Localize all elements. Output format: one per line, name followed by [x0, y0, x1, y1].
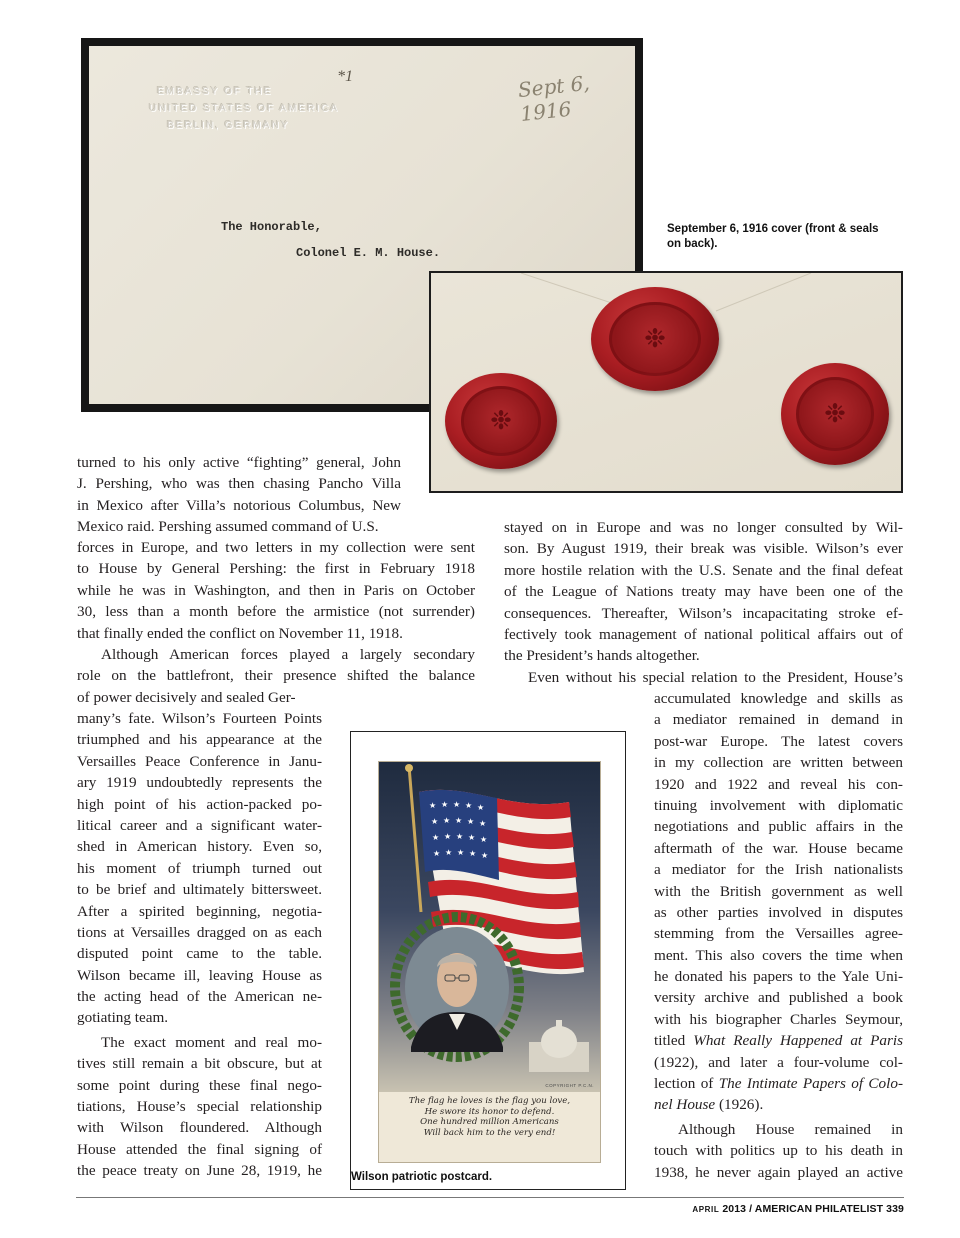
text-line: the acting head of the American ne- — [77, 988, 322, 1006]
text-line: while he was in Washington, and then in Paris on October — [77, 581, 475, 599]
text-line: consequences. Thereafter, Wilson’s incapacitating stroke ef- — [504, 604, 903, 622]
text-line: tions at Versailles dragged on as each — [77, 923, 322, 941]
text-line: to be brief and ultimately bittersweet. — [77, 881, 322, 899]
text-line: triumphed and his appearance at the — [77, 731, 322, 749]
book-title-intimate-papers-cont: nel House — [654, 1096, 716, 1114]
eagle-emblem-icon: ❉ — [490, 406, 512, 435]
text-line: of power decisively and sealed Ger- — [77, 688, 296, 706]
text-line: that finally ended the conflict on November 11, 1918. — [77, 624, 403, 642]
text-line: stayed on in Europe and was no longer consulted by Wil- — [504, 519, 903, 536]
text-line: (1922), and later a four-volume col- — [654, 1053, 903, 1071]
caption-envelope — [667, 222, 917, 252]
left-column-full-text — [77, 537, 475, 708]
wax-seal-left — [445, 373, 557, 469]
footer-rule — [76, 1197, 904, 1198]
text-line: more hostile relation with the U.S. Senate and the final defeat — [504, 561, 903, 579]
book-title-intimate-papers: The Intimate Papers of Colo- — [718, 1075, 904, 1093]
text-line: high point of his action-packed po- — [77, 795, 322, 813]
right-column-full-text — [504, 517, 903, 688]
text-line: J. Pershing, who was then chasing Pancho Villa — [77, 475, 401, 493]
text-line-mixed — [654, 1073, 903, 1094]
svg-text:★: ★ — [481, 851, 489, 860]
text-line: gotiating team. — [77, 1009, 169, 1027]
envelope-back-paper — [431, 273, 901, 491]
text-line: a mediator for the Irish nationalists — [654, 861, 903, 879]
text-line: in Mexico after Villa’s notorious Columbus, New — [77, 496, 401, 514]
text-line: ary 1919 undoubtedly represents the — [77, 774, 322, 792]
text-line: forces in Europe, and two letters in my collection were sent — [77, 539, 475, 556]
text-line: Wilson became ill, leaving House as — [77, 966, 322, 984]
postcard-art — [379, 762, 600, 1092]
footer-month: APRIL — [692, 1205, 720, 1214]
verse-line: He swore its honor to defend. — [424, 1106, 555, 1117]
svg-text:★: ★ — [457, 848, 465, 857]
text-span: titled — [654, 1032, 686, 1050]
text-line: touch with politics up to his death in — [654, 1142, 903, 1160]
text-line: many’s fate. Wilson’s Fourteen Points — [77, 710, 322, 727]
text-line: role on the battlefront, their presence shifted the balance — [77, 667, 475, 685]
svg-text:★: ★ — [480, 835, 488, 844]
text-line: 1920 and 1922 and reveal his con- — [654, 775, 903, 793]
postcard-image — [378, 761, 601, 1163]
postcard-verse — [379, 1096, 600, 1138]
embossed-line-1: EMBASSY OF THE — [157, 86, 273, 97]
embossed-line-2: UNITED STATES OF AMERICA — [149, 103, 339, 114]
svg-text:★: ★ — [445, 848, 453, 857]
verse-line: Will back him to the very end! — [423, 1127, 556, 1138]
svg-text:★: ★ — [456, 832, 464, 841]
text-line: his moment of triumph turned out — [77, 859, 322, 877]
left-column-narrow-text — [77, 708, 322, 1182]
text-line: accumulated knowledge and skills as — [654, 690, 903, 707]
svg-text:★: ★ — [469, 849, 477, 858]
svg-text:★: ★ — [444, 832, 452, 841]
right-column-narrow-text — [654, 688, 903, 1183]
eagle-emblem-icon: ❉ — [644, 324, 666, 353]
left-column-top-text — [77, 452, 401, 538]
wax-seal-center — [591, 287, 719, 391]
text-line: with his biographer Charles Seymour, — [654, 1010, 903, 1028]
text-line: tives still remain a bit obscure, but at — [77, 1055, 322, 1073]
svg-text:★: ★ — [429, 801, 437, 810]
text-line: as other parties involved in disputes — [654, 903, 903, 921]
text-line: shed in American history. Even so, — [77, 838, 322, 856]
eagle-emblem-icon: ❉ — [824, 399, 846, 428]
svg-text:★: ★ — [443, 816, 451, 825]
wax-seal-right — [781, 363, 889, 465]
text-line: negotiations and public affairs in the — [654, 818, 903, 836]
page-footer — [692, 1203, 904, 1215]
address-line-2: Colonel E. M. House. — [296, 246, 441, 260]
text-line: tiations, House’s special relationship — [77, 1098, 322, 1116]
text-line: some point during these final nego- — [77, 1076, 322, 1094]
text-line: Mexico raid. Pershing assumed command of U.S. — [77, 518, 379, 536]
svg-text:★: ★ — [441, 800, 449, 809]
text-line: 1938, he never again played an active — [654, 1163, 903, 1181]
text-line: The exact moment and real mo- — [101, 1033, 322, 1051]
text-line: in my collection are written between — [654, 754, 903, 772]
text-line: tinuing involvement with diplomatic — [654, 796, 903, 814]
svg-text:★: ★ — [431, 817, 439, 826]
text-line: with the British government as well — [654, 882, 903, 900]
text-line: fectively took management of national political affairs out of — [504, 625, 903, 643]
capitol-dome — [529, 1020, 589, 1072]
text-span: (1926). — [718, 1096, 764, 1114]
text-line: turned to his only active “fighting” general, John — [77, 454, 401, 471]
svg-text:★: ★ — [455, 816, 463, 825]
embossed-line-3: BERLIN, GERMANY — [167, 120, 290, 131]
footer-journal-page: 2013 / AMERICAN PHILATELIST 339 — [719, 1203, 904, 1215]
text-line: the peace treaty on June 28, 1919, he — [77, 1162, 322, 1180]
text-line: the President’s hands altogether. — [504, 647, 700, 665]
text-line-mixed — [654, 1030, 903, 1051]
book-title-what-really-happened: What Really Happened at Paris — [693, 1032, 904, 1050]
text-line: disputed point came to the table. — [77, 945, 322, 963]
text-line: post-war Europe. The latest covers — [654, 732, 903, 750]
svg-text:★: ★ — [433, 849, 441, 858]
text-line: ment. This also covers the time when — [654, 946, 903, 964]
text-line: stemming from the Versailles agree- — [654, 925, 903, 943]
svg-text:★: ★ — [432, 833, 440, 842]
text-line: to House by General Pershing: the first in February 1918 — [77, 560, 475, 578]
text-line: he donated his papers to the Yale Uni- — [654, 968, 903, 986]
caption-envelope-line-1: September 6, 1916 cover (front & seals — [667, 223, 879, 235]
verse-line: The flag he loves is the flag you love, — [408, 1096, 571, 1106]
text-line: versity archive and published a book — [654, 989, 903, 1007]
svg-text:★: ★ — [479, 819, 487, 828]
text-line: aftermath of the war. House became — [654, 839, 903, 857]
text-line: a mediator remained in demand in — [654, 711, 903, 729]
text-line: with Wilson floundered. Although — [77, 1119, 322, 1137]
text-line: Versailles Peace Conference in Janu- — [77, 752, 322, 770]
svg-text:★: ★ — [468, 833, 476, 842]
address-line-1: The Honorable, — [221, 220, 322, 234]
text-line-mixed — [654, 1094, 903, 1115]
text-line: Even without his special relation to the President, House’s — [528, 668, 903, 686]
text-span: lection of — [654, 1075, 714, 1093]
envelope-back-image — [429, 271, 903, 493]
svg-text:★: ★ — [467, 817, 475, 826]
text-line: 30, less than a month before the armistice (not surrender) — [77, 603, 475, 621]
text-line: of the League of Nations treaty may have been one of the — [504, 583, 903, 601]
text-line: After a spirited beginning, negotia- — [77, 902, 322, 920]
postcard-copyright: COPYRIGHT P.C.N. — [545, 1083, 594, 1088]
caption-postcard: Wilson patriotic postcard. — [351, 1171, 493, 1183]
svg-text:★: ★ — [477, 803, 485, 812]
text-line: litical career and a significant water- — [77, 816, 322, 834]
text-line: House attended the final signing of — [77, 1140, 322, 1158]
text-line: Although House remained in — [678, 1120, 903, 1138]
text-line: son. By August 1919, their break was visible. Wilson’s ever — [504, 540, 903, 558]
pencil-date: Sept 6, 1916 — [516, 70, 591, 126]
verse-line: One hundred million Americans — [420, 1117, 559, 1127]
svg-text:★: ★ — [465, 801, 473, 810]
text-line: Although American forces played a largely secondary — [101, 645, 475, 663]
caption-envelope-line-2: on back). — [667, 238, 718, 250]
svg-text:★: ★ — [453, 800, 461, 809]
flag-and-portrait-illustration — [379, 762, 600, 1092]
pencil-mark: *1 — [337, 68, 353, 85]
